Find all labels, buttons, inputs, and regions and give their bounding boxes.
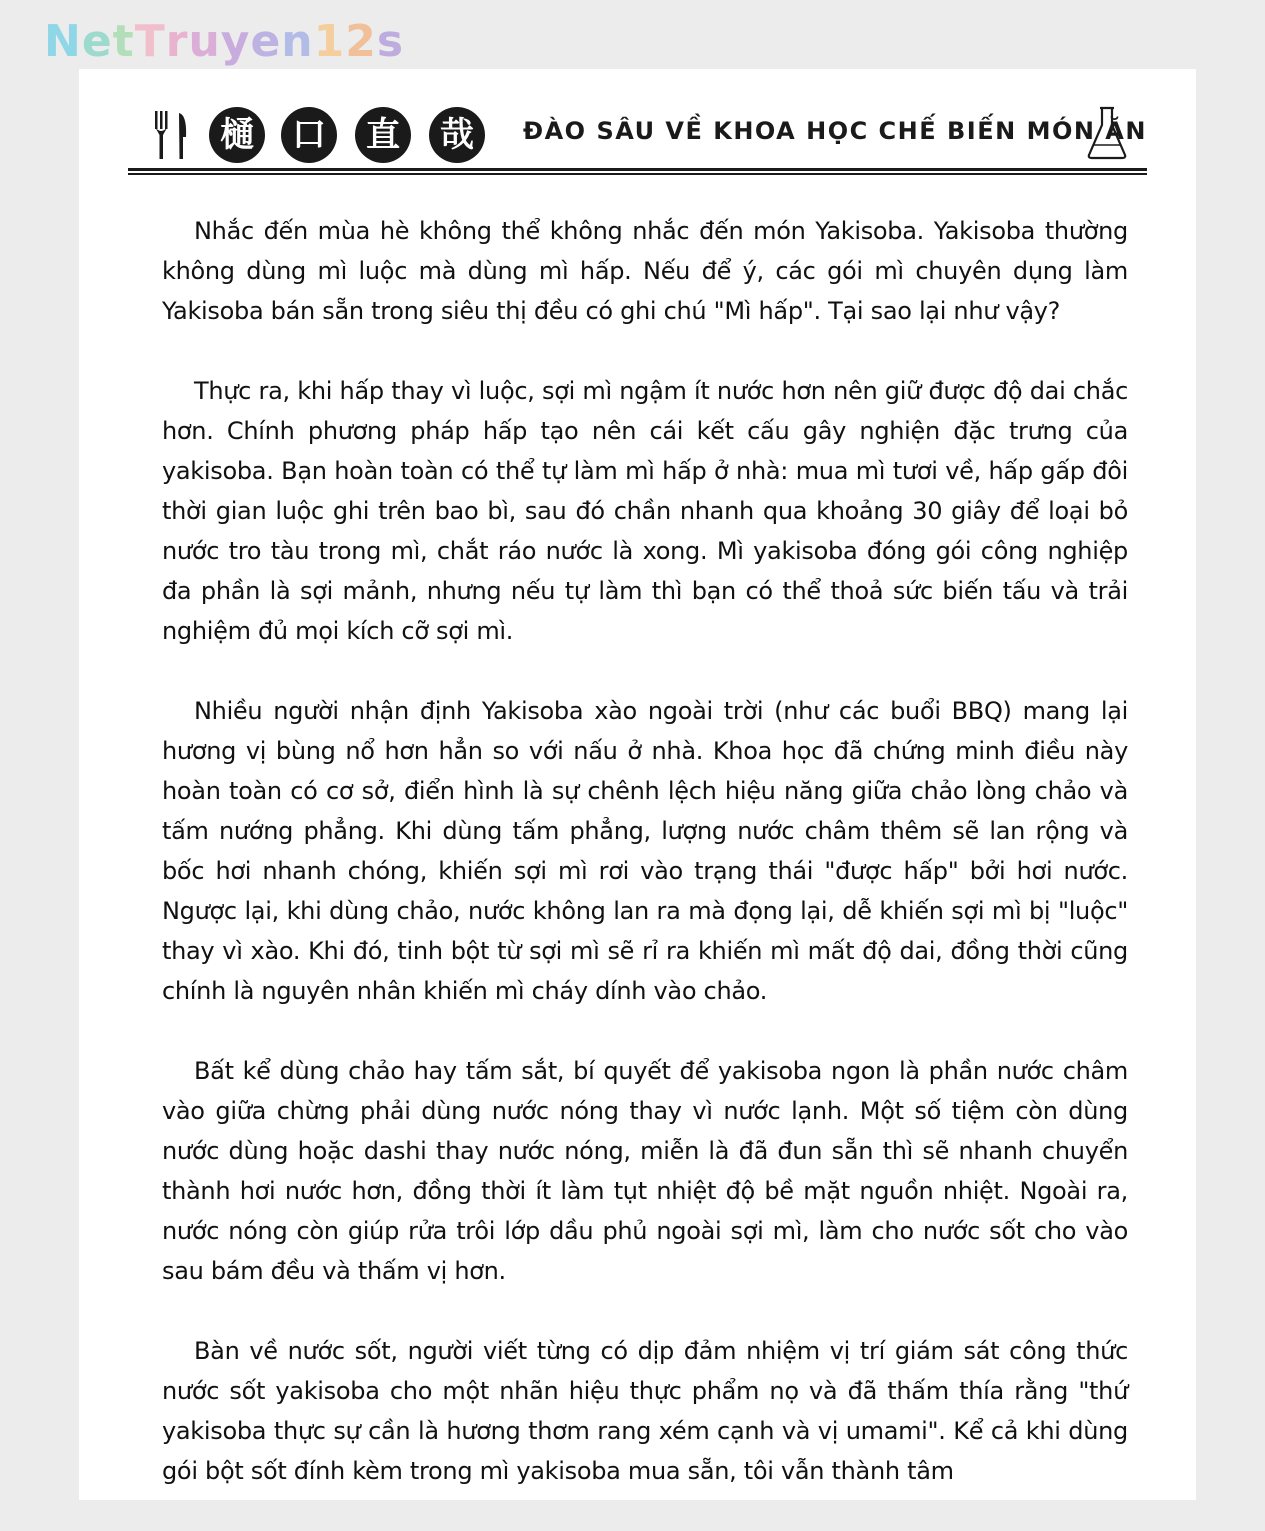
watermark-letter: y [220, 16, 251, 67]
watermark-letter: e [81, 16, 113, 67]
paragraph: Thực ra, khi hấp thay vì luộc, sợi mì ngậm ít nước hơn nên giữ được độ dai chắc hơn. Chính phương pháp hấp tạo nên cái kết cấu gây nghiện đặc trưng của yakisoba. Bạn hoàn toàn có thể tự làm mì hấp ở nhà: mua mì tươi về, hấp gấp đôi thời gian luộc ghi trên bao bì, sau đó chần nhanh qua khoảng 30 giây để loại bỏ nước tro tàu trong mì, chắt ráo nước là xong. Mì yakisoba đóng gói công nghiệp đa phần là sợi mảnh, nhưng nếu tự làm thì bạn có thể thoả sức biến tấu và trải nghiệm đủ mọi kích cỡ sợi mì. [162, 377, 1128, 645]
section-header [129, 99, 1147, 177]
author-kanji-badge: 口 [281, 107, 337, 163]
flask-icon [1085, 105, 1129, 161]
paragraph: Bàn về nước sốt, người viết từng có dịp đảm nhiệm vị trí giám sát công thức nước sốt yakisoba cho một nhãn hiệu thực phẩm nọ và đã thấm thía rằng "thứ yakisoba thực sự cần là hương thơm rang xém cạnh và vị umami". Kể cả khi dùng gói bột sốt đính kèm trong mì yakisoba mua sẵn, tôi vẫn thành tâm [162, 1337, 1128, 1485]
paragraph: Bất kể dùng chảo hay tấm sắt, bí quyết để yakisoba ngon là phần nước châm vào giữa chừng phải dùng nước nóng thay vì nước lạnh. Một số tiệm còn dùng nước dùng hoặc dashi thay nước nóng, miễn là đã đun sẵn thì sẽ nhanh chuyển thành hơi nước hơn, đồng thời ít làm tụt nhiệt độ bề mặt nguồn nhiệt. Ngoài ra, nước nóng còn giúp rửa trôi lớp dầu phủ ngoài sợi mì, làm cho nước sốt cho vào sau bám đều và thấm vị hơn. [162, 1057, 1128, 1285]
header-divider [128, 168, 1147, 171]
fork-knife-icon [153, 109, 189, 161]
watermark-letter: T [134, 16, 166, 67]
watermark-letter: N [44, 16, 82, 67]
site-watermark [44, 12, 404, 72]
watermark-letter: s [376, 16, 405, 67]
paragraph: Nhiều người nhận định Yakisoba xào ngoài trời (như các buổi BBQ) mang lại hương vị bùng nổ hơn hẳn so với nấu ở nhà. Khoa học đã chứng minh điều này hoàn toàn có cơ sở, điển hình là sự chênh lệch hiệu năng giữa chảo lòng chảo và tấm nướng phẳng. Khi dùng tấm phẳng, lượng nước châm thêm sẽ lan rộng và bốc hơi nhanh chóng, khiến sợi mì rơi vào trạng thái "được hấp" bởi hơi nước. Ngược lại, khi dùng chảo, nước không lan ra mà đọng lại, dễ khiến sợi mì bị "luộc" thay vì xào. Khi đó, tinh bột từ sợi mì sẽ rỉ ra khiến mì mất độ dai, đồng thời cũng chính là nguyên nhân khiến mì cháy dính vào chảo. [162, 697, 1128, 1005]
author-kanji-badge: 直 [355, 107, 411, 163]
header-divider [128, 173, 1147, 175]
watermark-letter: r [165, 16, 189, 67]
watermark-letter: u [188, 16, 221, 67]
watermark-letter: 2 [345, 16, 377, 67]
section-title: ĐÀO SÂU VỀ KHOA HỌC CHẾ BIẾN MÓN ĂN [523, 117, 1147, 145]
article-body [162, 211, 1128, 1531]
author-kanji-badge: 樋 [209, 107, 265, 163]
watermark-letter: t [112, 16, 135, 67]
author-kanji-badge: 哉 [429, 107, 485, 163]
watermark-letter: e [250, 16, 282, 67]
watermark-letter: 1 [313, 16, 346, 67]
watermark-letter: n [281, 16, 314, 67]
document-page [79, 69, 1196, 1500]
paragraph: Nhắc đến mùa hè không thể không nhắc đến món Yakisoba. Yakisoba thường không dùng mì luộc mà dùng mì hấp. Nếu để ý, các gói mì chuyên dụng làm Yakisoba bán sẵn trong siêu thị đều có ghi chú "Mì hấp". Tại sao lại như vậy? [162, 217, 1128, 325]
